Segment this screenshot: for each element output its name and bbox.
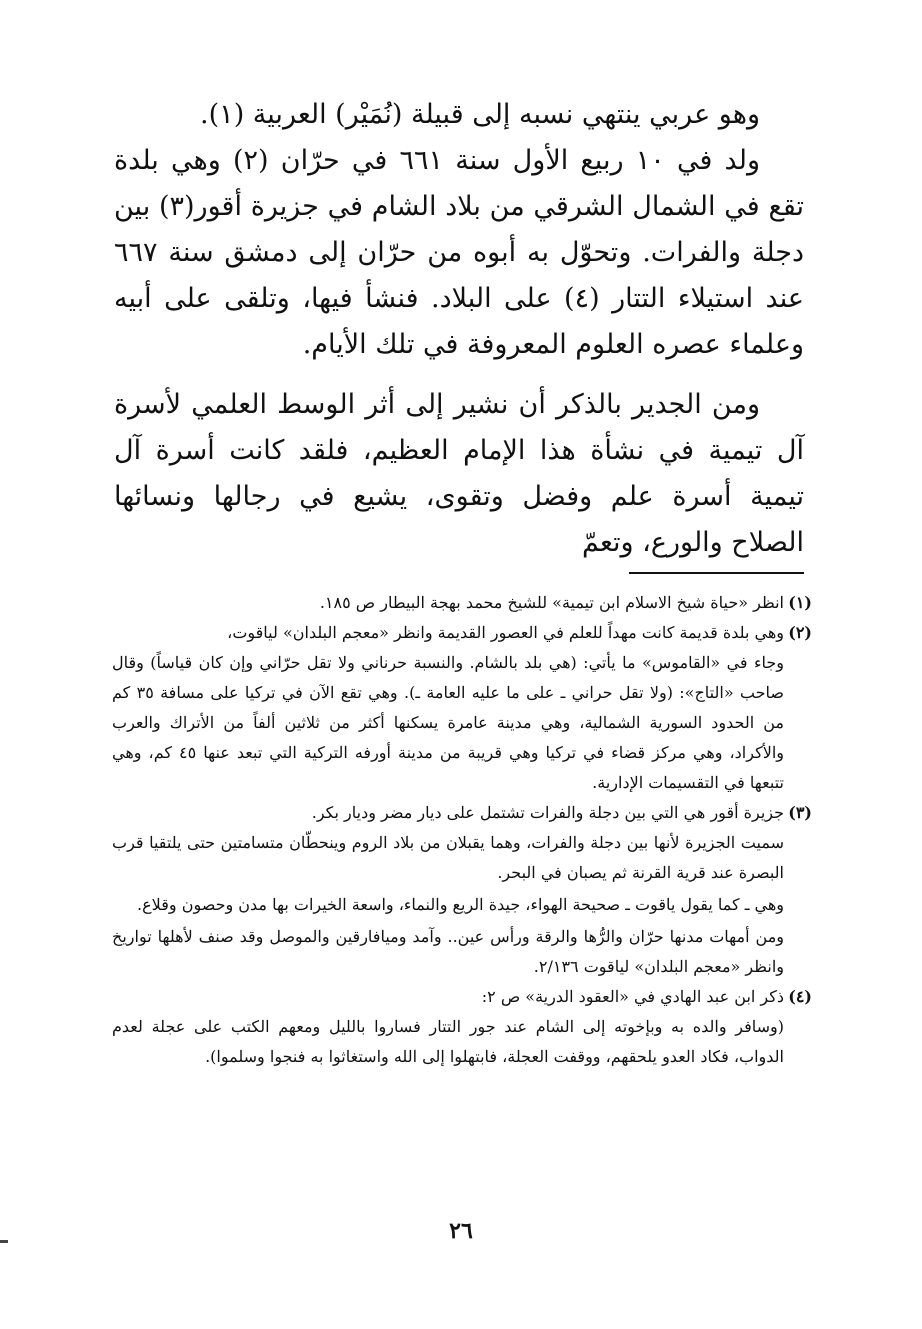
paragraph-family: ومن الجدير بالذكر أن نشير إلى أثر الوسط العلمي لأسرة آل تيمية في نشأة هذا الإمام العظيم، فلقد كانت أسرة آل تيمية أسرة علم وفضل وتقوى، يشيع في رجالها ونسائها الصلاح والورع، وتعمّ — [114, 389, 804, 558]
footnote-number: (١) — [788, 593, 812, 612]
main-text — [114, 92, 804, 566]
footnotes — [112, 588, 812, 1072]
footnote-3-continuation-3: ومن أمهات مدنها حرّان والرُّها والرقة ورأس عين.. وآمد وميافارقين والموصل وقد صنف لأهلها تواريخ وانظر «معجم البلدان» لياقوت ٢/١٣٦. — [112, 927, 784, 976]
footnote-2-continuation: وجاء في «القاموس» ما يأتي: (هي بلد بالشام. والنسبة حرناني ولا تقل حرّاني وإن كان قياساً) وقال صاحب «التاج»: (ولا تقل حراني ـ على ما عليه العامة ـ). وهي تقع الآن في تركيا على مسافة ٣٥ كم من الحدود السورية الشمالية، وهي مدينة عامرة يسكنها أكثر من ثلاثين ألفاً من الأتراك والعرب والأكراد، وهي مركز قضاء في تركيا وهي قريبة من مدينة أورفه التركية التي تبعد عنها ٤٥ كم، وهي تتبعها في التقسيمات الإدارية. — [112, 653, 784, 792]
scan-edge-mark — [0, 1240, 8, 1243]
footnote-4 — [112, 982, 812, 1012]
footnote-1 — [112, 588, 812, 618]
page-number: ٢٦ — [449, 1218, 473, 1244]
footnote-text: ذكر ابن عبد الهادي في «العقود الدرية» ص ٢: — [481, 987, 784, 1006]
footnote-number: (٤) — [788, 987, 812, 1006]
footnote-3-continuation-2: وهي ـ كما يقول ياقوت ـ صحيحة الهواء، جيدة الريع والنماء، واسعة الخيرات بها مدن وحصون وقلاع. — [137, 895, 784, 914]
footnote-text: وهي بلدة قديمة كانت مهداً للعلم في العصور القديمة وانظر «معجم البلدان» لياقوت، — [227, 623, 784, 642]
paragraph-birth: ولد في ١٠ ربيع الأول سنة ٦٦١ في حرّان (٢) وهي بلدة تقع في الشمال الشرقي من بلاد الشام في جزيرة أقور(٣) بين دجلة والفرات. وتحوّل به أبوه من حرّان إلى دمشق سنة ٦٦٧ عند استيلاء التتار (٤) على البلاد. فنشأ فيها، وتلقى على أبيه وعلماء عصره العلوم المعروفة في تلك الأيام. — [114, 145, 804, 360]
footnote-separator — [629, 572, 804, 574]
paragraph-lineage: وهو عربي ينتهي نسبه إلى قبيلة (نُمَيْر) العربية (١). — [200, 99, 760, 130]
footnote-number: (٢) — [788, 623, 812, 642]
footnote-text: جزيرة أقور هي التي بين دجلة والفرات تشتمل على ديار مضر وديار بكر. — [311, 803, 784, 822]
footnote-text: انظر «حياة شيخ الاسلام ابن تيمية» للشيخ محمد بهجة البيطار ص ١٨٥. — [319, 593, 784, 612]
footnote-number: (٣) — [788, 803, 812, 822]
footnote-3 — [112, 798, 812, 828]
footnote-4-quote: (وسافر والده به وبإخوته إلى الشام عند جور التتار فساروا بالليل ومعهم الكتب على عجلة لعدم الدواب، فكاد العدو يلحقهم، ووقفت العجلة، فابتهلوا إلى الله واستغاثوا به فنجوا وسلموا). — [112, 1017, 784, 1066]
footnote-3-continuation-1: سميت الجزيرة لأنها بين دجلة والفرات، وهما يقبلان من بلاد الروم وينحطّان متسامتين حتى يلتقيا قرب البصرة عند قرية القرنة ثم يصبان في البحر. — [112, 833, 784, 882]
footnote-2 — [112, 618, 812, 648]
